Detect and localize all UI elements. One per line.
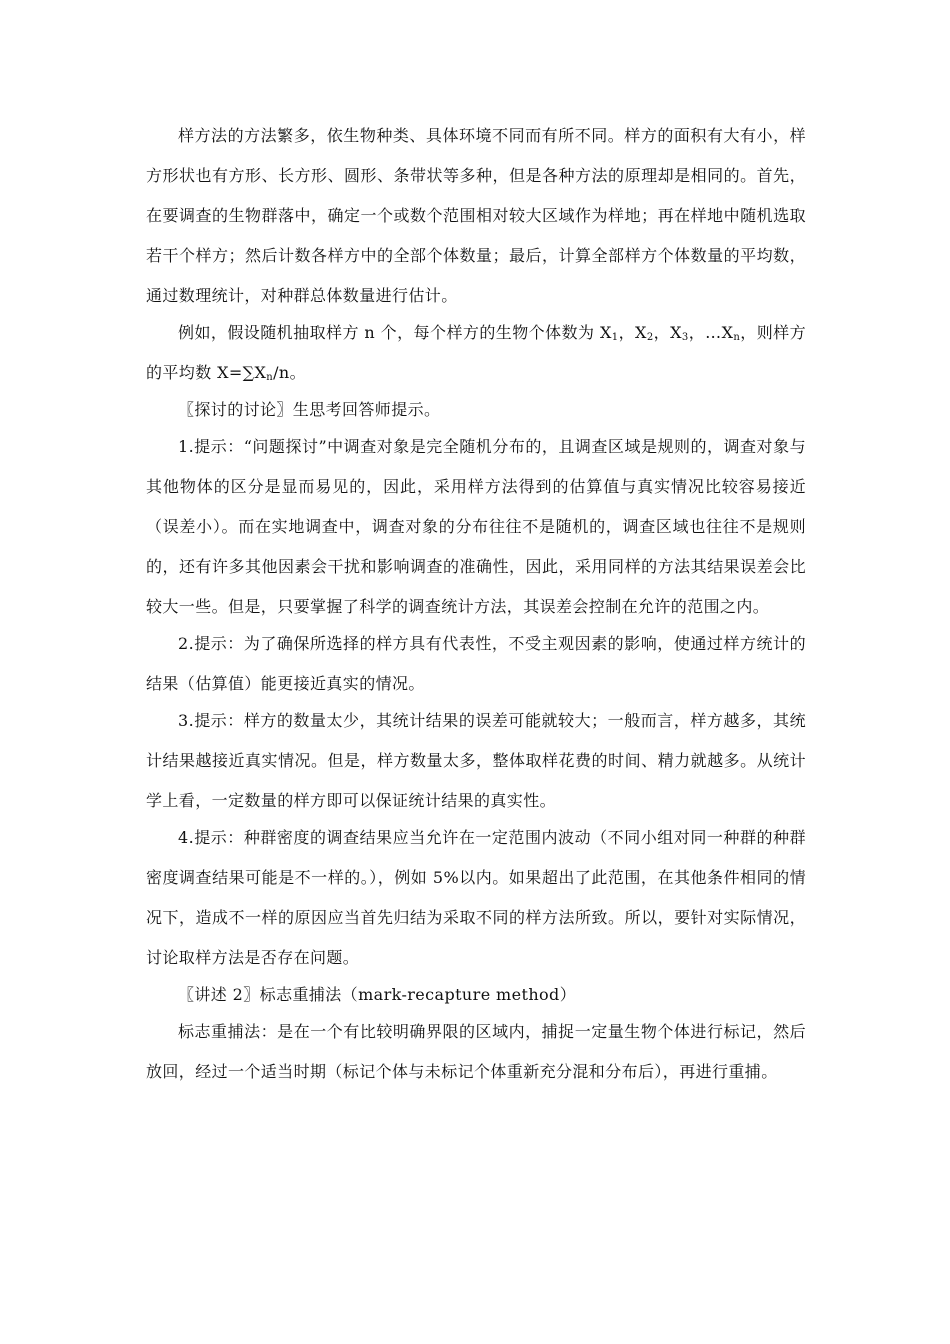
subscript-n-formula: n [266,372,274,383]
paragraph-mark-recapture-definition: 标志重捕法：是在一个有比较明确界限的区域内，捕捉一定量生物个体进行标记，然后放回，经过一个适当时期（标记个体与未标记个体重新充分混和分布后），再进行重捕。 [146,1022,806,1081]
paragraph-quadrat-method-overview: 样方法的方法繁多，依生物种类、具体环境不同而有所不同。样方的面积有大有小，样方形状也有方形、长方形、圆形、条带状等多种，但是各种方法的原理却是相同的。首先，在要调查的生物群落中，确定一个或数个范围相对较大区域作为样地；再在样地中随机选取若干个样方；然后计数各样方中的全部个体数量；最后，计算全部样方个体数量的平均数，通过数理统计，对种群总体数量进行估计。 [146,126,806,305]
example-text-start: 例如，假设随机抽取样方 n 个，每个样方的生物个体数为 X [178,323,612,342]
paragraph-quadrat-average-example [146,313,806,393]
separator-1: ，X [618,323,647,342]
example-text-end: /n。 [273,363,307,382]
subscript-1: 1 [611,332,619,343]
subscript-2: 2 [646,332,654,343]
paragraph-hint-2: 2.提示：为了确保所选择的样方具有代表性，不受主观因素的影响，使通过样方统计的结果（估算值）能更接近真实的情况。 [146,634,806,693]
paragraph-hint-3: 3.提示：样方的数量太少，其统计结果的误差可能就较大；一般而言，样方越多，其统计结果越接近真实情况。但是，样方数量太多，整体取样花费的时间、精力就越多。从统计学上看，一定数量的样方即可以保证统计结果的真实性。 [146,711,806,810]
paragraph-discussion-heading: 〖探讨的讨论〗生思考回答师提示。 [178,400,441,419]
example-text-mid: ，则样方的平均数 X=∑X [146,323,807,382]
separator-3: ，…X [688,323,734,342]
separator-2: ，X [653,323,682,342]
subscript-n: n [733,332,741,343]
paragraph-hint-1: 1.提示：“问题探讨”中调查对象是完全随机分布的，且调查区域是规则的，调查对象与其他物体的区分是显而易见的，因此，采用样方法得到的估算值与真实情况比较容易接近（误差小）。而在实地调查中，调查对象的分布往往不是随机的，调查区域也往往不是规则的，还有许多其他因素会干扰和影响调查的准确性，因此，采用同样的方法其结果误差会比较大一些。但是，只要掌握了科学的调查统计方法，其误差会控制在允许的范围之内。 [146,437,806,616]
paragraph-hint-4: 4.提示：种群密度的调查结果应当允许在一定范围内波动（不同小组对同一种群的种群密度调查结果可能是不一样的。），例如 5%以内。如果超出了此范围，在其他条件相同的情况下，造成不一样的原因应当首先归结为采取不同的样方法所致。所以，要针对实际情况，讨论取样方法是否存在问题。 [146,828,806,967]
paragraph-lecture-2-heading: 〖讲述 2〗标志重捕法（mark-recapture method） [178,985,577,1004]
document-body [146,116,806,1092]
subscript-3: 3 [681,332,689,343]
